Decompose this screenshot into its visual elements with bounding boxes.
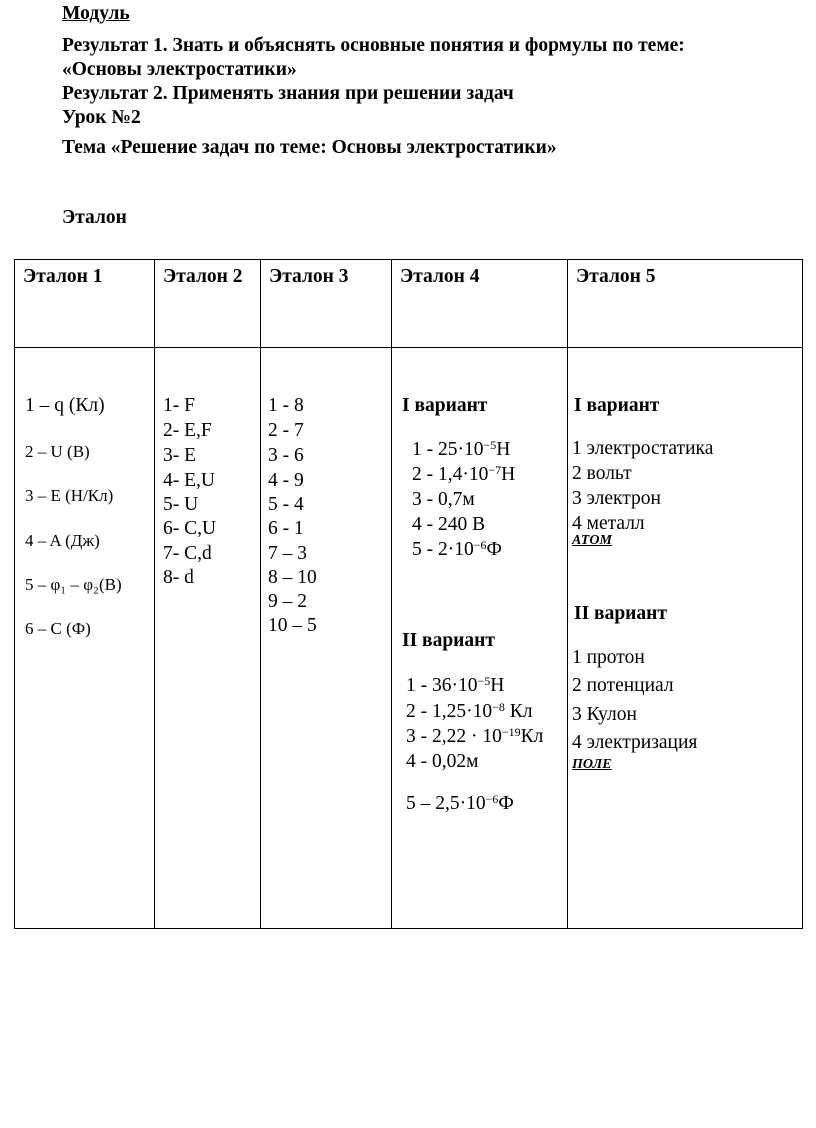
etalon3-item: 2 - 7 — [268, 420, 304, 441]
answer-line: $2 - 1,25\cdot 10^{-8}$ Кл — [406, 700, 533, 722]
etalon2-item: 8- d — [163, 567, 194, 588]
result1-line1: Результат 1. Знать и объяснять основные понятия и формулы по теме: — [62, 35, 685, 56]
etalon-5-cell — [568, 348, 803, 929]
keyword-label: ПОЛЕ — [572, 757, 612, 772]
answer-line: 4 - 0,02м — [406, 751, 479, 772]
variant-2-title: II вариант — [574, 603, 667, 624]
header-cell — [568, 260, 803, 348]
result1-line2: «Основы электростатики» — [62, 59, 297, 80]
header-etalon-2: Эталон 2 — [163, 266, 243, 287]
etalon1-item: 3 – E (Н/Кл) — [25, 486, 114, 505]
keyword-label: АТОМ — [572, 533, 612, 548]
table-header-row — [15, 260, 803, 348]
header-etalon-5: Эталон 5 — [576, 266, 656, 287]
etalon2-item: 4- E,U — [163, 470, 215, 491]
etalon2-item: 2- E,F — [163, 420, 212, 441]
variant-1-title: I вариант — [402, 395, 488, 416]
etalon2-item: 1- F — [163, 395, 195, 416]
answer-line: $1 - 36\cdot 10^{-5}Н$ — [406, 674, 505, 696]
etalon2-item: 3- E — [163, 445, 197, 466]
etalon3-item: 6 - 1 — [268, 518, 304, 539]
answer-line: 3 - 0,7м — [412, 489, 475, 510]
module-title: Модуль — [62, 3, 130, 24]
answer-line: 4 - 240 В — [412, 514, 486, 535]
answer-word: 3 Кулон — [572, 704, 637, 725]
answer-word: 4 металл — [572, 513, 645, 534]
etalon3-item: 1 - 8 — [268, 395, 304, 416]
answer-line: $1 - 25\cdot 10^{-5}Н$ — [412, 438, 511, 460]
answer-line: $2 - 1,4\cdot 10^{-7}Н$ — [412, 463, 516, 485]
answer-line: $5 - 2\cdot 10^{-6}Ф$ — [412, 538, 502, 560]
etalon3-item: 9 – 2 — [268, 591, 307, 612]
answer-word: 3 электрон — [572, 488, 661, 509]
answer-word: 4 электризация — [572, 732, 698, 753]
answer-line: $5 - 2,5\cdot 10^{-6}Ф$ — [406, 792, 514, 814]
etalon3-item: 5 - 4 — [268, 494, 304, 515]
header-etalon-4: Эталон 4 — [400, 266, 480, 287]
variant-2-title: II вариант — [402, 630, 495, 651]
etalon2-item: 6- C,U — [163, 518, 217, 539]
etalon-4-cell — [392, 348, 568, 929]
header-etalon-1: Эталон 1 — [23, 266, 103, 287]
etalon1-item: 5 – φ₁ – φ₂(В) — [25, 575, 122, 594]
etalon1-item: 4 – A (Дж) — [25, 531, 100, 550]
etalon2-item: 5- U — [163, 494, 199, 515]
etalon1-item: 2 – U (В) — [25, 442, 90, 461]
header-cell — [392, 260, 568, 348]
etalon-table — [14, 259, 803, 929]
result2: Результат 2. Применять знания при решении задач — [62, 83, 514, 104]
etalon3-item: 8 – 10 — [268, 567, 317, 588]
answer-word: 2 вольт — [572, 463, 632, 484]
etalon-2-cell — [155, 348, 261, 929]
etalon3-item: 4 - 9 — [268, 470, 304, 491]
etalon-heading: Эталон — [62, 207, 127, 228]
etalon-1-cell — [15, 348, 155, 929]
etalon1-item: 6 – C (Ф) — [25, 619, 91, 638]
table-body-row — [15, 348, 803, 929]
etalon3-item: 7 – 3 — [268, 543, 307, 564]
etalon2-item: 7- C,d — [163, 543, 212, 564]
lesson-title: Урок №2 — [62, 107, 141, 128]
etalon3-item: 10 – 5 — [268, 615, 317, 636]
header-cell — [155, 260, 261, 348]
header-etalon-3: Эталон 3 — [269, 266, 349, 287]
answer-word: 2 потенциал — [572, 675, 674, 696]
header-cell — [261, 260, 392, 348]
header-cell — [15, 260, 155, 348]
etalon1-item: 1 – q (Кл) — [25, 395, 105, 416]
answer-word: 1 протон — [572, 647, 645, 668]
variant-1-title: I вариант — [574, 395, 660, 416]
topic-title: Тема «Решение задач по теме: Основы электростатики» — [62, 137, 557, 158]
answer-line: $3 - 2,22 \cdot 10^{-19}Кл$ — [406, 725, 544, 747]
etalon3-item: 3 - 6 — [268, 445, 304, 466]
answer-word: 1 электростатика — [572, 438, 714, 459]
etalon-3-cell — [261, 348, 392, 929]
